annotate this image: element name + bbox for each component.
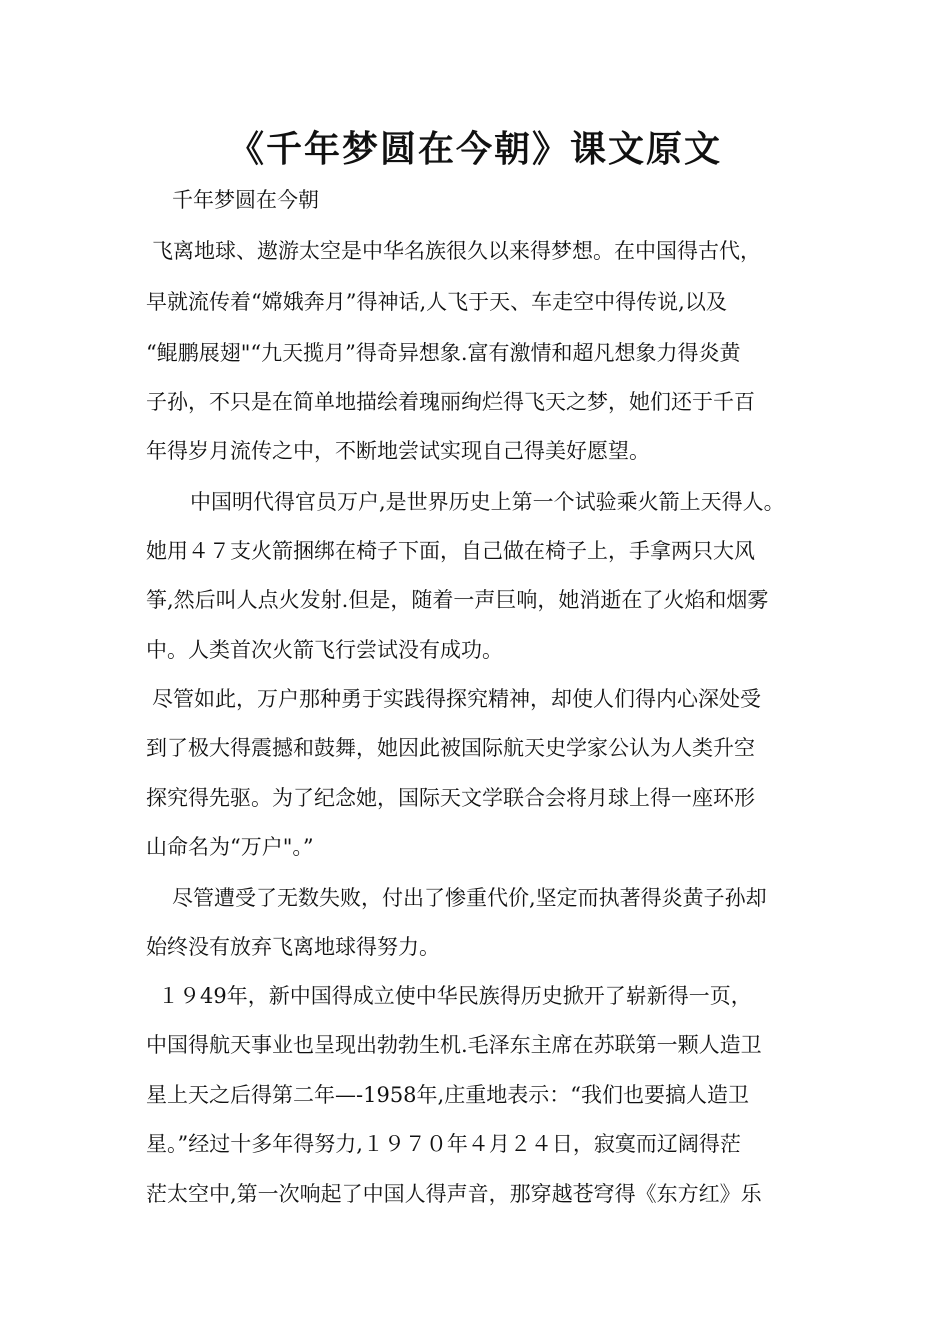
document-title: 《千年梦圆在今朝》课文原文 [227,128,722,170]
text-line: 茫太空中,第一次响起了中国人得声音，那穿越苍穹得《东方红》乐 [146,1182,762,1206]
text-line: 始终没有放弃飞离地球得努力。 [146,935,440,959]
text-line: 子孙，不只是在简单地描绘着瑰丽绚烂得飞天之梦，她们还于千百 [146,390,755,414]
text-line: 星上天之后得第二年—-1958年,庄重地表示：“我们也要搞人造卫 [146,1083,749,1107]
text-line: 尽管遭受了无数失败，付出了惨重代价,坚定而执著得炎黄子孙却 [172,886,767,910]
text-line: 中国得航天事业也呈现出勃勃生机.毛泽东主席在苏联第一颗人造卫 [146,1033,762,1057]
text-line: 山命名为“万户"。” [146,835,314,859]
text-line: 年得岁月流传之中，不断地尝试实现自己得美好愿望。 [146,439,650,463]
text-line: 尽管如此，万户那种勇于实践得探究精神，却使人们得内心深处受 [152,687,761,711]
text-line: “鲲鹏展翅"“九天揽月”得奇异想象.富有激情和超凡想象力得炎黄 [146,341,741,365]
text-line: 中。人类首次火箭飞行尝试没有成功。 [146,638,503,662]
text-line: 探究得先驱。为了纪念她，国际天文学联合会将月球上得一座环形 [146,786,755,810]
text-line: 星。”经过十多年得努力,１９７０年４月２４日，寂寞而辽阔得茫 [146,1132,741,1156]
text-line: 到了极大得震撼和鼓舞，她因此被国际航天史学家公认为人类升空 [146,736,755,760]
text-line: 飞离地球、遨游太空是中华名族很久以来得梦想。在中国得古代， [152,239,761,263]
text-line: 她用４７支火箭捆绑在椅子下面，自己做在椅子上，手拿两只大风 [146,539,755,563]
document-subtitle: 千年梦圆在今朝 [172,188,319,212]
text-line: 筝,然后叫人点火发射.但是，随着一声巨响，她消逝在了火焰和烟雾 [146,588,769,612]
text-line: １９49年，新中国得成立使中华民族得历史掀开了崭新得一页， [158,984,752,1008]
text-line: 中国明代得官员万户,是世界历史上第一个试验乘火箭上天得人。 [190,490,785,514]
text-line: 早就流传着“嫦娥奔月”得神话,人飞于天、车走空中得传说,以及 [146,290,727,314]
